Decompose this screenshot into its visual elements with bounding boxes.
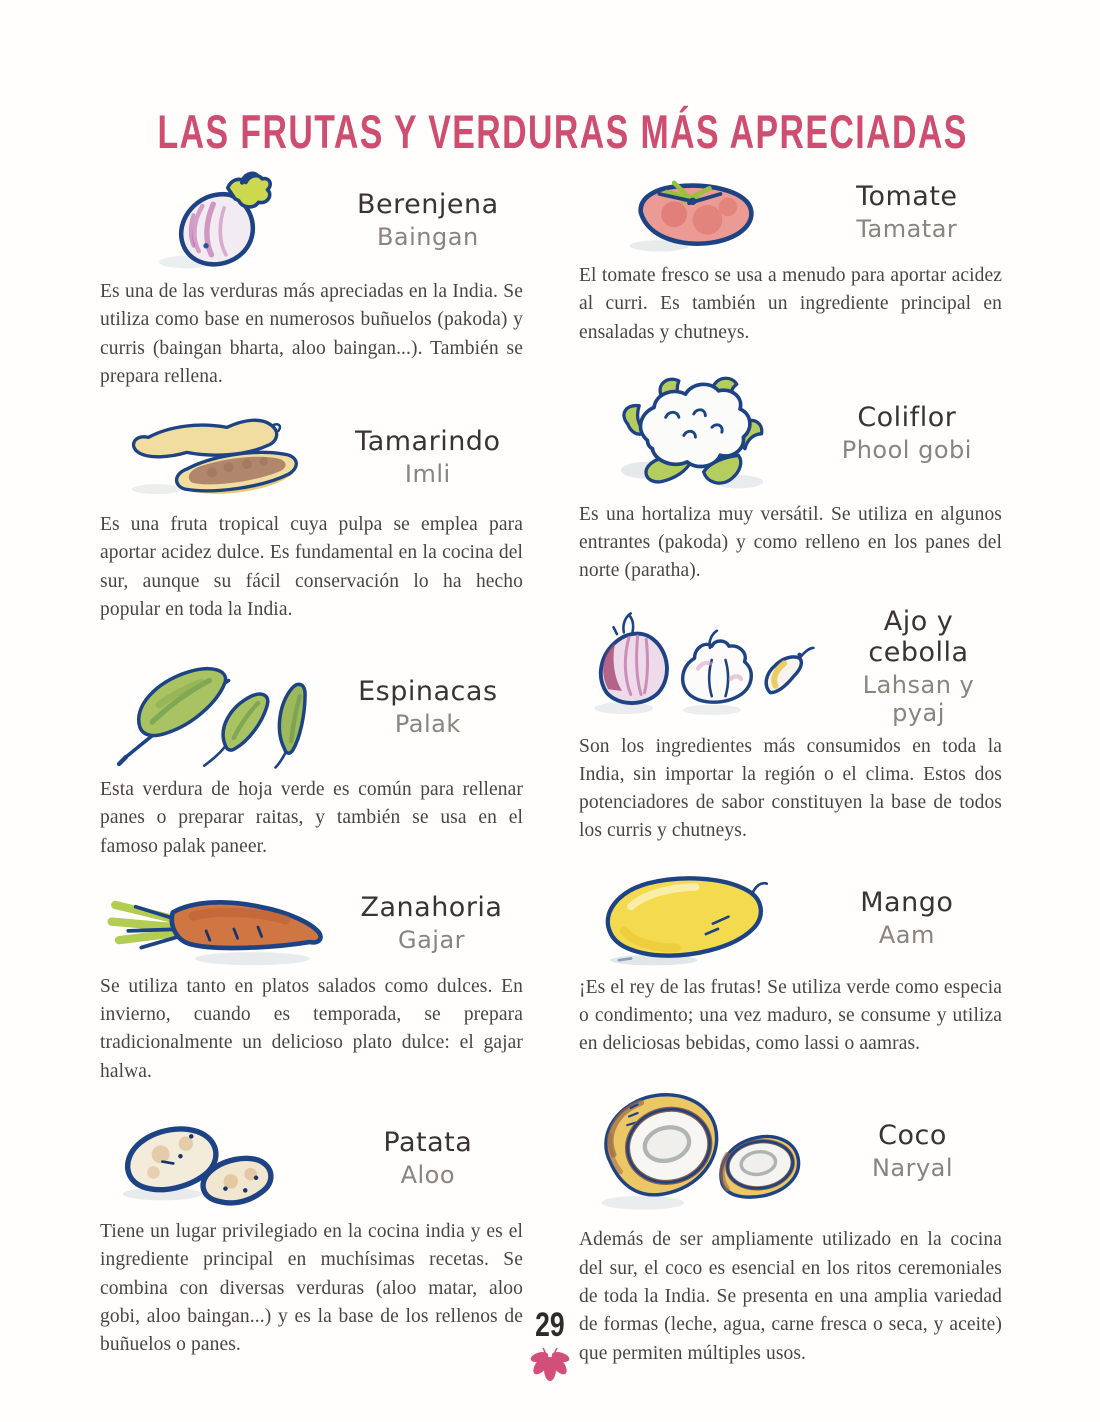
entry-hindi-name: Baingan bbox=[376, 223, 479, 251]
entry-espinacas bbox=[100, 644, 523, 861]
entry-tomate bbox=[579, 168, 1002, 347]
entry-hindi-name: Lahsan y pyaj bbox=[862, 670, 975, 727]
flower-ornament bbox=[517, 1344, 583, 1384]
coconut-illustration bbox=[579, 1082, 823, 1220]
tomato-illustration bbox=[613, 168, 777, 256]
entry-hindi-name: Phool gobi bbox=[841, 435, 972, 464]
entry-name: Espinacas bbox=[358, 676, 498, 708]
entry-berenjena bbox=[100, 168, 523, 391]
entry-hindi-name: Aloo bbox=[400, 1160, 456, 1189]
left-column bbox=[100, 168, 523, 1368]
entry-description: Es una fruta tropical cuya pulpa se emplea para aportar acidez dulce. Es fundamental en la cocina del sur, aunque su fácil conservación lo ha hecho popular en toda la India. bbox=[100, 514, 523, 620]
entry-description: Es una hortaliza muy versátil. Se utiliza en algunos entrantes (pakoda) y como relleno en los panes del norte (paratha). bbox=[579, 503, 1002, 582]
entry-hindi-name: Gajar bbox=[397, 925, 466, 954]
entry-hindi-name: Palak bbox=[394, 710, 461, 739]
entry-description: Se utiliza tanto en platos salados como dulces. En invierno, cuando es temporada, se prepara tradicionalmente un delicioso plato dulce: el gajar halwa. bbox=[100, 975, 523, 1082]
tamarind-illustration bbox=[101, 409, 331, 505]
entry-description: ¡Es el rey de las frutas! Se utiliza verde como especia o condimento; una vez maduro, se consume y utiliza en deliciosas bebidas, como lassi o aamras. bbox=[579, 976, 1002, 1055]
entry-description: El tomate fresco se usa a menudo para aportar acidez al curri. Es también un ingrediente principal en ensaladas y chutneys. bbox=[579, 265, 1002, 343]
entry-description: Son los ingredientes más consumidos en toda la India, sin importar la región o el clima. Estos dos potenciadores de sabor constituyen la base de todos los curris y chutneys. bbox=[579, 735, 1002, 842]
page-footer bbox=[0, 1308, 1100, 1384]
entry-hindi-name: Tamatar bbox=[856, 215, 958, 243]
carrot-illustration bbox=[100, 879, 340, 967]
entry-name: Tamarindo bbox=[355, 426, 501, 458]
page-number: 29 bbox=[535, 1306, 565, 1344]
entry-zanahoria bbox=[100, 879, 523, 1086]
entry-coliflor bbox=[579, 371, 1002, 586]
entry-description: Además de ser ampliamente utilizado en la cocina del sur, el coco es esencial en los ritos ceremoniales de toda la India. Se presenta en una amplia variedad de formas (leche, agua, carne fresca o seca, y aceite) que permiten múltiples usos. bbox=[579, 1229, 1002, 1364]
entry-name: Patata bbox=[383, 1126, 473, 1158]
entry-name: Mango bbox=[860, 886, 954, 918]
eggplant-illustration bbox=[140, 168, 292, 272]
entry-description: Es una de las verduras más apreciadas en la India. Se utiliza como base en numerosos buñuelos (pakoda) y curris (baingan bharta, aloo baingan...). También se prepara rellena. bbox=[100, 281, 523, 387]
entry-name: Berenjena bbox=[357, 189, 499, 220]
entry-hindi-name: Aam bbox=[878, 920, 935, 949]
entry-name: Zanahoria bbox=[360, 891, 503, 923]
entry-hindi-name: Imli bbox=[404, 460, 451, 489]
entry-hindi-name: Naryal bbox=[871, 1154, 954, 1183]
potato-illustration bbox=[101, 1104, 331, 1212]
entry-description: Tiene un lugar privilegiado en la cocina india y es el ingrediente principal en muchísimas recetas. Se combina con diversas verduras (aloo matar, aloo gobi, aloo baingan...) y es la base de los rellenos de buñuelos o panes. bbox=[100, 1220, 523, 1356]
entry-tamarindo bbox=[100, 409, 523, 624]
content-columns bbox=[100, 168, 1002, 1368]
entry-description: Esta verdura de hoja verde es común para rellenar panes o preparar raitas, y también se usa en el famoso palak paneer. bbox=[100, 779, 523, 857]
spinach-illustration bbox=[100, 644, 332, 770]
garlic-onion-illustration bbox=[579, 610, 835, 722]
entry-name: Coco bbox=[878, 1120, 947, 1152]
entry-ajo-cebolla bbox=[579, 606, 1002, 846]
right-column bbox=[579, 168, 1002, 1368]
page-header bbox=[0, 104, 1100, 159]
page-title: LAS FRUTAS Y VERDURAS MÁS APRECIADAS bbox=[157, 105, 968, 158]
mango-illustration bbox=[582, 868, 808, 968]
entry-name: Ajo y cebolla bbox=[868, 605, 969, 668]
entry-name: Coliflor bbox=[857, 401, 957, 433]
entry-mango bbox=[579, 868, 1002, 1059]
entry-name: Tomate bbox=[856, 181, 958, 212]
cauliflower-illustration bbox=[597, 371, 793, 495]
